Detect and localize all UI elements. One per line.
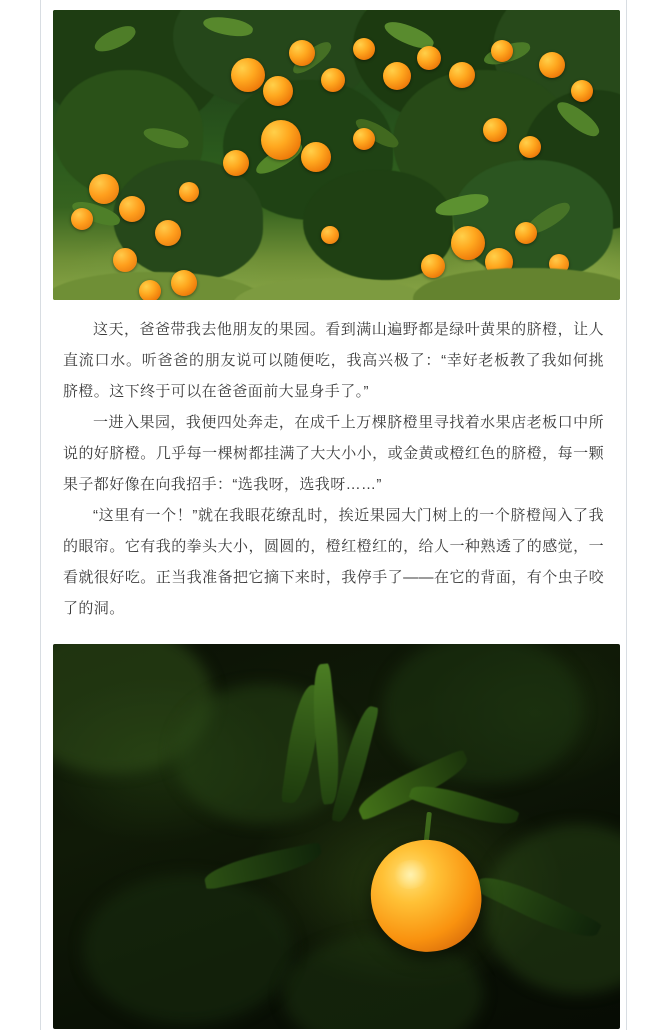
orange-grove-photo [53,10,620,300]
night-scene [53,644,620,1029]
article-container [40,0,627,1030]
single-orange-photo [53,644,620,1029]
paragraph-1: 这天，爸爸带我去他朋友的果园。看到满山遍野都是绿叶黄果的脐橙，让人直流口水。听爸爸的朋友说可以随便吃，我高兴极了：“幸好老板教了我如何挑脐橙。这下终于可以在爸爸面前大显身手了。” [63,321,604,400]
grove-scene [53,10,620,300]
article-body [53,300,614,634]
paragraph-3: “这里有一个！”就在我眼花缭乱时，挨近果园大门树上的一个脐橙闯入了我的眼帘。它有我的拳头大小，圆圆的，橙红橙红的，给人一种熟透了的感觉，一看就很好吃。正当我准备把它摘下来时，我停手了——在它的背面，有个虫子咬了的洞。 [63,507,604,617]
paragraph-2: 一进入果园，我便四处奔走，在成千上万棵脐橙里寻找着水果店老板口中所说的好脐橙。几乎每一棵树都挂满了大大小小，或金黄或橙红色的脐橙，每一颗果子都好像在向我招手：“选我呀，选我呀……” [63,414,604,493]
